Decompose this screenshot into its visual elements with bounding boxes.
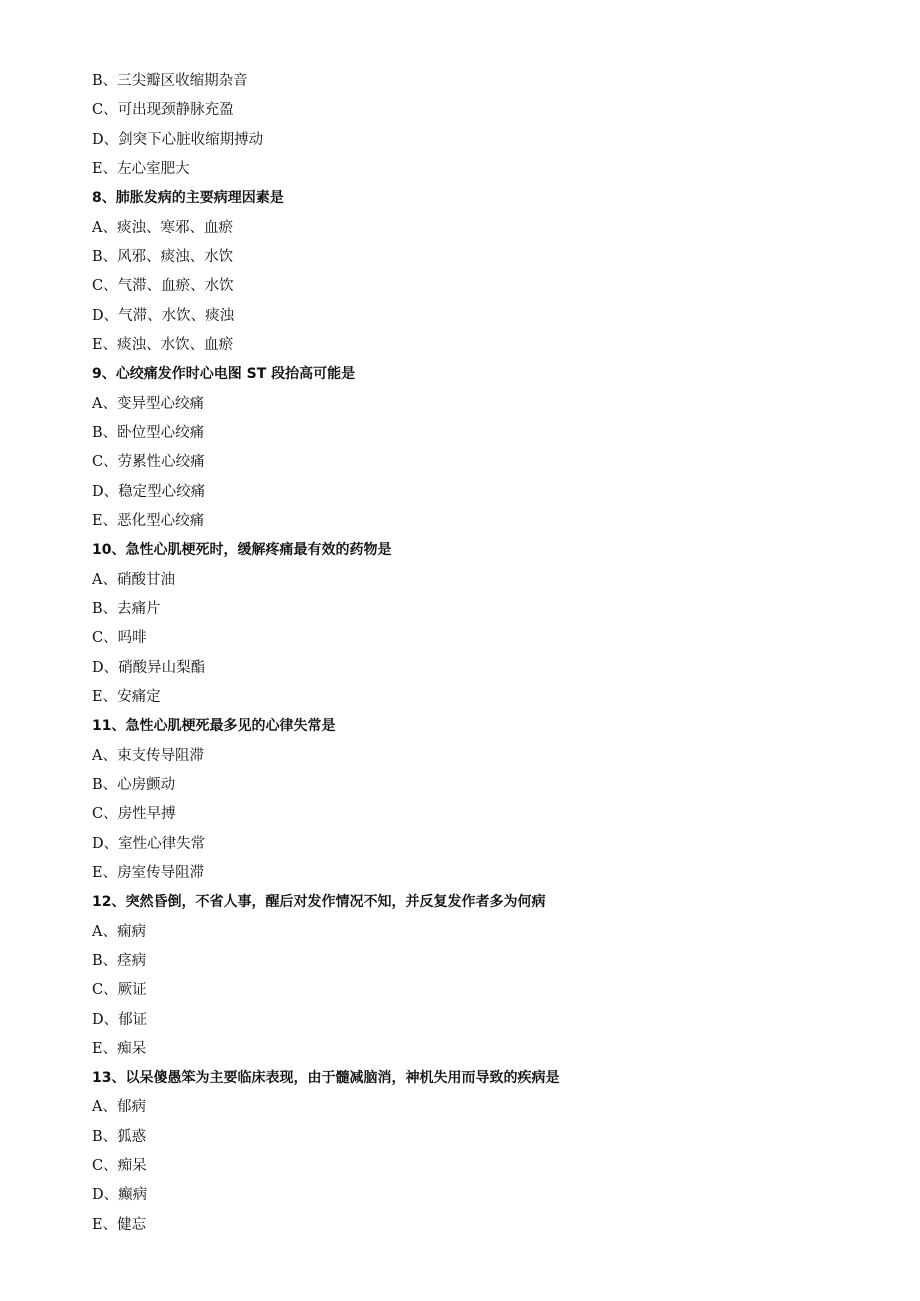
option-line: B、风邪、痰浊、水饮 bbox=[92, 248, 234, 265]
question-12: 12、突然昏倒，不省人事，醒后对发作情况不知，并反复发作者多为何病 bbox=[92, 894, 546, 911]
option-line: E、安痛定 bbox=[92, 688, 161, 705]
option-line: E、左心室肥大 bbox=[92, 160, 190, 177]
option-line: D、剑突下心脏收缩期搏动 bbox=[92, 131, 264, 148]
option-line: A、变异型心绞痛 bbox=[92, 395, 204, 412]
option-line: A、郁病 bbox=[92, 1099, 146, 1116]
question-10: 10、急性心肌梗死时，缓解疼痛最有效的药物是 bbox=[92, 542, 392, 559]
option-line: B、心房颤动 bbox=[92, 776, 176, 793]
option-line: B、狐惑 bbox=[92, 1128, 147, 1145]
option-line: D、硝酸异山梨酯 bbox=[92, 659, 206, 676]
option-line: D、气滞、水饮、痰浊 bbox=[92, 307, 235, 324]
question-13: 13、以呆傻愚笨为主要临床表现，由于髓减脑消，神机失用而导致的疾病是 bbox=[92, 1070, 560, 1087]
option-line: A、束支传导阻滞 bbox=[92, 747, 204, 764]
option-line: C、痴呆 bbox=[92, 1158, 147, 1175]
option-line: C、厥证 bbox=[92, 982, 147, 999]
option-line: B、三尖瓣区收缩期杂音 bbox=[92, 73, 248, 89]
option-line: C、房性早搏 bbox=[92, 806, 176, 823]
option-line: A、硝酸甘油 bbox=[92, 571, 175, 588]
option-line: A、痰浊、寒邪、血瘀 bbox=[92, 219, 233, 236]
option-line: C、可出现颈静脉充盈 bbox=[92, 102, 234, 119]
option-line: B、痉病 bbox=[92, 952, 147, 969]
option-line: C、吗啡 bbox=[92, 630, 147, 647]
option-line: D、癫病 bbox=[92, 1187, 148, 1204]
option-line: B、去痛片 bbox=[92, 600, 161, 617]
question-8: 8、肺胀发病的主要病理因素是 bbox=[92, 190, 284, 207]
option-line: E、房室传导阻滞 bbox=[92, 864, 205, 881]
option-line: D、郁证 bbox=[92, 1011, 148, 1028]
document-page bbox=[92, 67, 852, 1240]
question-9: 9、心绞痛发作时心电图 ST 段抬高可能是 bbox=[92, 366, 356, 383]
option-line: E、痰浊、水饮、血瘀 bbox=[92, 336, 234, 353]
option-line: A、痫病 bbox=[92, 923, 146, 940]
option-line: D、室性心律失常 bbox=[92, 835, 206, 852]
option-line: E、痴呆 bbox=[92, 1040, 147, 1057]
option-line: C、气滞、血瘀、水饮 bbox=[92, 278, 234, 295]
question-11: 11、急性心肌梗死最多见的心律失常是 bbox=[92, 718, 336, 735]
option-line: E、恶化型心绞痛 bbox=[92, 512, 205, 529]
option-line: E、健忘 bbox=[92, 1216, 147, 1233]
option-line: D、稳定型心绞痛 bbox=[92, 483, 206, 500]
option-line: B、卧位型心绞痛 bbox=[92, 424, 205, 441]
option-line: C、劳累性心绞痛 bbox=[92, 454, 205, 471]
